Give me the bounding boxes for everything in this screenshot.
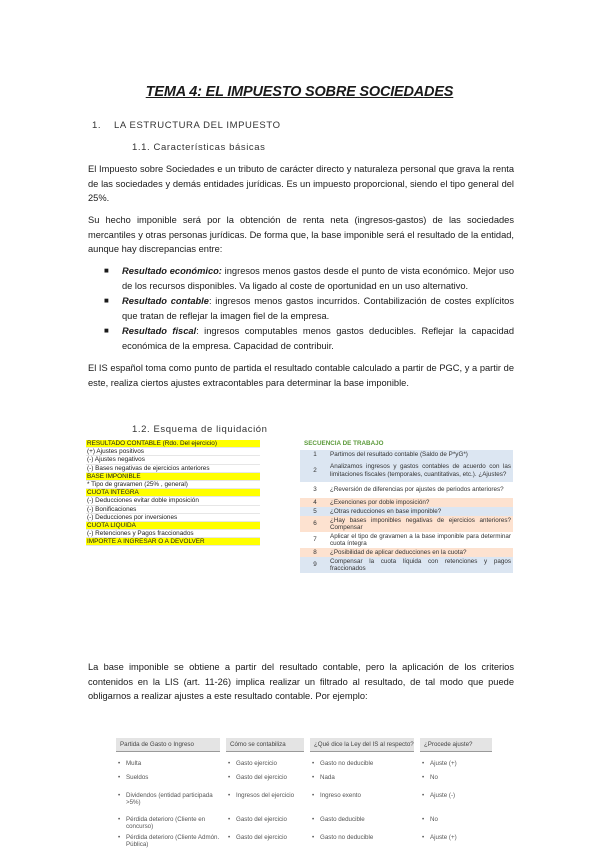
sequence-row: [300, 557, 513, 573]
scheme-row: (+) Ajustes positivos: [86, 448, 260, 456]
table-row: [116, 774, 498, 792]
bullet-term: Resultado económico:: [122, 266, 222, 276]
cell-text: Gasto del ejercicio: [236, 774, 287, 781]
sequence-row: [300, 516, 513, 532]
scheme-row: (-) Deducciones evitar doble imposición: [86, 497, 260, 505]
bullet-icon: •: [422, 774, 425, 781]
paragraph-base-imponible: La base imponible se obtiene a partir del resultado contable, pero la aplicación de los criterios contenidos en la LIS (art. 11-26) implica realizar un filtrado al resultado, de tal modo que puede obligarnos a realizar ajustes a este resultado contable. Por ejemplo:: [88, 662, 514, 702]
section-number: 1.: [92, 120, 102, 131]
table-cell: [226, 774, 304, 781]
cell-text: Dividendos (entidad participada >5%): [126, 792, 213, 806]
cell-text: Gasto del ejercicio: [236, 834, 287, 841]
table-cell: [420, 760, 492, 767]
sequence-row: [300, 498, 513, 507]
list-item: [104, 324, 514, 353]
list-item: [104, 264, 514, 293]
scheme-row: CUOTA LÍQUIDA: [86, 522, 260, 530]
cell-text: Nada: [320, 774, 335, 781]
cell-text: Ajuste (-): [430, 792, 456, 799]
scheme-row: BASE IMPONIBLE: [86, 473, 260, 481]
paragraph-intro: El Impuesto sobre Sociedades e un tributo de carácter directo y naturaleza personal que grava la renta de las sociedades y demás entidades jurídicas. Es un impuesto proporcional, siendo el tipo general del 25%.: [88, 164, 514, 204]
sequence-number: 3: [313, 486, 317, 494]
sequence-text: Compensar la cuota líquida con retenciones y pagos fraccionados: [330, 557, 511, 572]
work-sequence-header: SECUENCIA DE TRABAJO: [304, 440, 384, 447]
table-row: [116, 792, 498, 816]
table-cell: [420, 816, 492, 823]
bullet-text: : ingresos computables menos gastos deducibles. Reflejar la capacidad económica de la empresa. Capacidad de contribuir.: [122, 326, 514, 351]
cell-text: Gasto del ejercicio: [236, 816, 287, 823]
bullet-icon: •: [228, 834, 231, 841]
cell-text: Ajuste (+): [430, 834, 457, 841]
bullet-icon: ■: [104, 296, 109, 306]
bullet-icon: •: [312, 760, 315, 767]
bullet-icon: •: [422, 834, 425, 841]
sequence-text: Aplicar el tipo de gravamen a la base imponible para determinar cuota íntegra: [330, 532, 511, 547]
column-header: Cómo se contabiliza: [226, 738, 304, 752]
sequence-text: ¿Reversión de diferencias por ajustes de periodos anteriores?: [330, 486, 504, 494]
column-header: Partida de Gasto o Ingreso: [116, 738, 220, 752]
table-cell: [116, 816, 220, 830]
bullet-icon: •: [118, 834, 121, 841]
sequence-number: 7: [313, 536, 317, 544]
cell-text: No: [430, 816, 438, 823]
bullet-icon: •: [422, 816, 425, 823]
sequence-text: ¿Otras reducciones en base imponible?: [330, 507, 442, 515]
adjustments-table: [116, 738, 498, 848]
paragraph-hecho-imponible: Su hecho imponible será por la obtención de renta neta (ingresos-gastos) de las sociedades mercantiles y otras personas jurídicas. De forma que, la base imponible será el resultado de la entidad, aunque hay discrepancias entre:: [88, 215, 514, 255]
cell-text: Sueldos: [126, 774, 149, 781]
sequence-number: 8: [313, 548, 317, 556]
cell-text: Gasto deducible: [320, 816, 365, 823]
scheme-row: (-) Bonificaciones: [86, 506, 260, 514]
sequence-row: [300, 450, 513, 459]
table-cell: [420, 834, 492, 841]
table-cell: [116, 834, 220, 848]
page-title: TEMA 4: EL IMPUESTO SOBRE SOCIEDADES: [145, 84, 454, 100]
section-label: LA ESTRUCTURA DEL IMPUESTO: [114, 120, 281, 131]
cell-text: Ingreso exento: [320, 792, 361, 799]
scheme-row: CUOTA ÍNTEGRA: [86, 489, 260, 497]
bullet-icon: •: [228, 816, 231, 823]
table-cell: [310, 816, 414, 823]
column-header: ¿Procede ajuste?: [420, 738, 492, 752]
subsection-heading-1: 1.1. Características básicas: [132, 142, 266, 153]
paragraph-is-espanol: El IS español toma como punto de partida el resultado contable calculado a partir de PGC, y a partir de este, realiza ciertos ajustes extracontables para determinar la base imponible.: [88, 363, 514, 388]
bullet-icon: •: [312, 792, 315, 799]
scheme-row: (-) Retenciones y Pagos fraccionados: [86, 530, 260, 538]
table-cell: [226, 792, 304, 799]
scheme-row: (-) Ajustes negativos: [86, 456, 260, 464]
sequence-row: [300, 532, 513, 548]
subsection-heading-2: 1.2. Esquema de liquidación: [132, 424, 268, 435]
table-cell: [226, 816, 304, 823]
sequence-text: Partimos del resultado contable (Saldo de P*yG*): [330, 450, 468, 458]
table-cell: [420, 792, 492, 799]
scheme-row: RESULTADO CONTABLE (Rdo. Del ejercicio): [86, 440, 260, 448]
table-cell: [116, 792, 220, 806]
bullet-icon: •: [228, 792, 231, 799]
section-heading: [92, 120, 281, 131]
bullet-icon: •: [422, 760, 425, 767]
sequence-row: [300, 507, 513, 516]
cell-text: Gasto no deducible: [320, 834, 374, 841]
cell-text: Pérdida deterioro (Cliente Admón. Pública): [126, 834, 220, 848]
bullet-text: : ingresos menos gastos incurridos. Contabilización de costes explícitos que tratan de reflejar la imagen fiel de la empresa.: [122, 296, 514, 321]
table-cell: [310, 760, 414, 767]
bullet-icon: •: [118, 792, 121, 799]
table-row: [116, 834, 498, 848]
bullet-icon: ■: [104, 266, 109, 275]
table-cell: [226, 760, 304, 767]
liquidation-scheme: [86, 440, 260, 546]
scheme-row: (-) Bases negativas de ejercicios anteriores: [86, 465, 260, 473]
sequence-text: ¿Hay bases imponibles negativas de ejercicios anteriores? Compensar: [330, 516, 511, 531]
table-cell: [310, 774, 414, 781]
bullet-term: Resultado contable: [122, 296, 209, 307]
sequence-row: [300, 482, 513, 498]
sequence-number: 4: [313, 498, 317, 506]
bullet-icon: •: [422, 792, 425, 799]
cell-text: Multa: [126, 760, 142, 767]
list-item: [104, 294, 514, 323]
cell-text: Pérdida deterioro (Cliente en concurso): [126, 816, 206, 830]
cell-text: Gasto no deducible: [320, 760, 374, 767]
bullet-icon: •: [312, 774, 315, 781]
sequence-text: ¿Exenciones por doble imposición?: [330, 498, 430, 506]
bullet-icon: ■: [104, 326, 109, 336]
bullet-icon: •: [118, 760, 121, 767]
scheme-row: * Tipo de gravamen (25% , general): [86, 481, 260, 489]
sequence-number: 6: [313, 520, 317, 528]
sequence-number: 5: [313, 507, 317, 515]
cell-text: Ingresos del ejercicio: [236, 792, 295, 799]
bullet-icon: •: [312, 816, 315, 823]
column-header: ¿Qué dice la Ley del IS al respecto?: [310, 738, 414, 752]
sequence-number: 1: [313, 450, 317, 458]
bullet-term: Resultado fiscal: [122, 326, 197, 337]
table-cell: [420, 774, 492, 781]
table-cell: [310, 792, 414, 799]
sequence-row: [300, 548, 513, 557]
sequence-number: 2: [313, 466, 317, 474]
table-cell: [116, 760, 220, 767]
sequence-row: [300, 459, 513, 482]
sequence-number: 9: [313, 561, 317, 569]
bullet-list: [104, 264, 514, 355]
table-cell: [116, 774, 220, 781]
bullet-icon: •: [228, 774, 231, 781]
work-sequence-table: [300, 440, 513, 573]
bullet-icon: •: [312, 834, 315, 841]
bullet-icon: •: [118, 774, 121, 781]
bullet-text: ingresos menos gastos desde el punto de vista económico. Mejor uso de los recursos disponibles. Va ligado al coste de oportunidad en un uso alternativo.: [122, 266, 514, 291]
scheme-row: IMPORTE A INGRESAR O A DEVOLVER: [86, 538, 260, 546]
bullet-icon: •: [228, 760, 231, 767]
sequence-text: Analizamos ingresos y gastos contables de acuerdo con las limitaciones fiscales (temporales, cuantitativas, etc.). ¿Ajustes?: [330, 463, 511, 478]
table-row: [116, 760, 498, 774]
table-header: [116, 738, 498, 752]
cell-text: Ajuste (+): [430, 760, 457, 767]
table-row: [116, 816, 498, 834]
scheme-row: (-) Deducciones por inversiones: [86, 514, 260, 522]
sequence-text: ¿Posibilidad de aplicar deducciones en la cuota?: [330, 548, 467, 556]
cell-text: Gasto ejercicio: [236, 760, 277, 767]
bullet-icon: •: [118, 816, 121, 823]
cell-text: No: [430, 774, 438, 781]
table-cell: [226, 834, 304, 841]
table-cell: [310, 834, 414, 841]
